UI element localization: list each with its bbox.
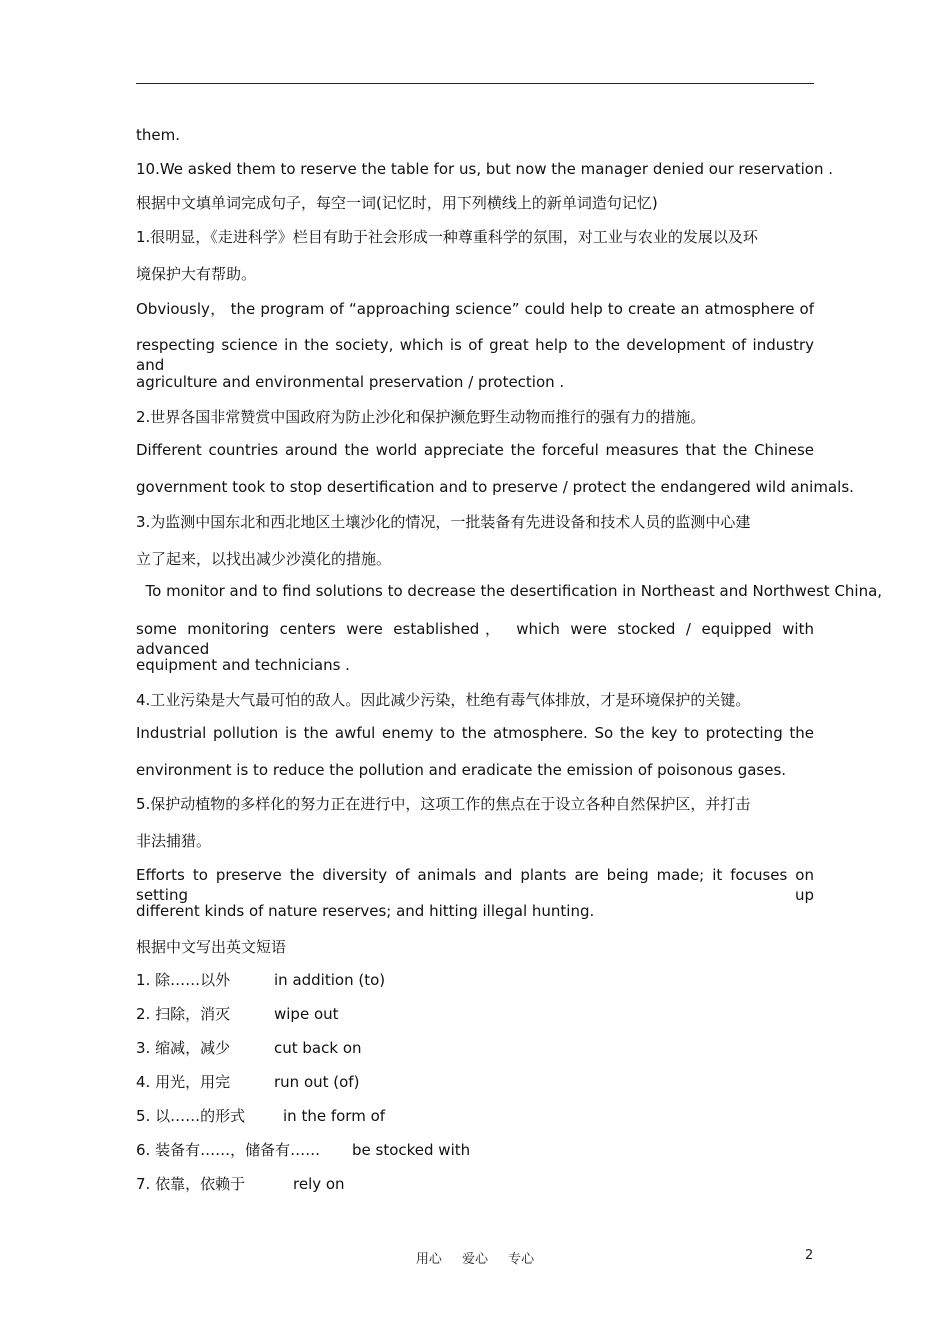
text-line: different kinds of nature reserves; and hitting illegal hunting.: [136, 902, 595, 920]
text-line: Efforts to preserve the diversity of animals and plants are being made; it focuses on setting up: [136, 866, 814, 904]
text-line: To monitor and to find solutions to decrease the desertification in Northeast and Northwest China,: [136, 582, 883, 600]
phrase-chinese: 4. 用光，用完: [136, 1073, 231, 1091]
text-line: government took to stop desertification and to preserve / protect the endangered wild animals.: [136, 478, 854, 496]
phrase-english: rely on: [293, 1175, 345, 1193]
text-line: 境保护大有帮助。: [136, 265, 257, 283]
text-line: 根据中文写出英文短语: [136, 938, 287, 956]
text-line: respecting science in the society, which is of great help to the development of industry and: [136, 336, 814, 374]
text-line: 2.世界各国非常赞赏中国政府为防止沙化和保护濒危野生动物而推行的强有力的措施。: [136, 408, 706, 426]
footer-word: 用心: [415, 1252, 442, 1267]
phrase-english: in the form of: [283, 1107, 386, 1125]
phrase-chinese: 6. 装备有……，储备有……: [136, 1141, 321, 1159]
text-line: 非法捕猎。: [136, 832, 212, 850]
phrase-chinese: 3. 缩减，减少: [136, 1039, 231, 1057]
phrase-english: in addition (to): [274, 971, 386, 989]
text-line: 1.很明显，《走进科学》栏目有助于社会形成一种尊重科学的氛围，对工业与农业的发展以及环: [136, 228, 758, 246]
header-rule: [136, 83, 814, 84]
text-line: 3.为监测中国东北和西北地区土壤沙化的情况，一批装备有先进设备和技术人员的监测中心建: [136, 513, 751, 531]
phrase-chinese: 1. 除……以外: [136, 971, 231, 989]
text-line: Obviously， the program of “approaching science” could help to create an atmosphere of: [136, 300, 814, 318]
phrase-english: wipe out: [274, 1005, 339, 1023]
text-line: equipment and technicians .: [136, 656, 350, 674]
text-line: 5.保护动植物的多样化的努力正在进行中，这项工作的焦点在于设立各种自然保护区，并打击: [136, 795, 751, 813]
phrase-chinese: 2. 扫除，消灭: [136, 1005, 231, 1023]
text-line: 4.工业污染是大气最可怕的敌人。因此减少污染，杜绝有毒气体排放，才是环境保护的关键。: [136, 691, 751, 709]
phrase-chinese: 7. 依靠，依赖于: [136, 1175, 246, 1193]
footer-word: 专心: [508, 1252, 535, 1267]
text-line: 10.We asked them to reserve the table for us, but now the manager denied our reservation .: [136, 160, 833, 178]
footer-word: 爱心: [461, 1252, 488, 1267]
text-line: Industrial pollution is the awful enemy to the atmosphere. So the key to protecting the: [136, 724, 814, 742]
text-line: 根据中文填单词完成句子，每空一词(记忆时，用下列横线上的新单词造句记忆): [136, 194, 658, 212]
text-line: environment is to reduce the pollution and eradicate the emission of poisonous gases.: [136, 761, 787, 779]
phrase-chinese: 5. 以……的形式: [136, 1107, 246, 1125]
page-number: 2: [805, 1248, 814, 1263]
text-line: some monitoring centers were established， which were stocked / equipped with advanced: [136, 620, 814, 658]
text-line: 立了起来，以找出减少沙漠化的措施。: [136, 550, 392, 568]
text-line: them.: [136, 126, 180, 144]
phrase-english: be stocked with: [352, 1141, 471, 1159]
phrase-english: cut back on: [274, 1039, 362, 1057]
text-line: Different countries around the world appreciate the forceful measures that the Chinese: [136, 441, 814, 459]
phrase-english: run out (of): [274, 1073, 360, 1091]
text-line: agriculture and environmental preservation / protection .: [136, 373, 565, 391]
